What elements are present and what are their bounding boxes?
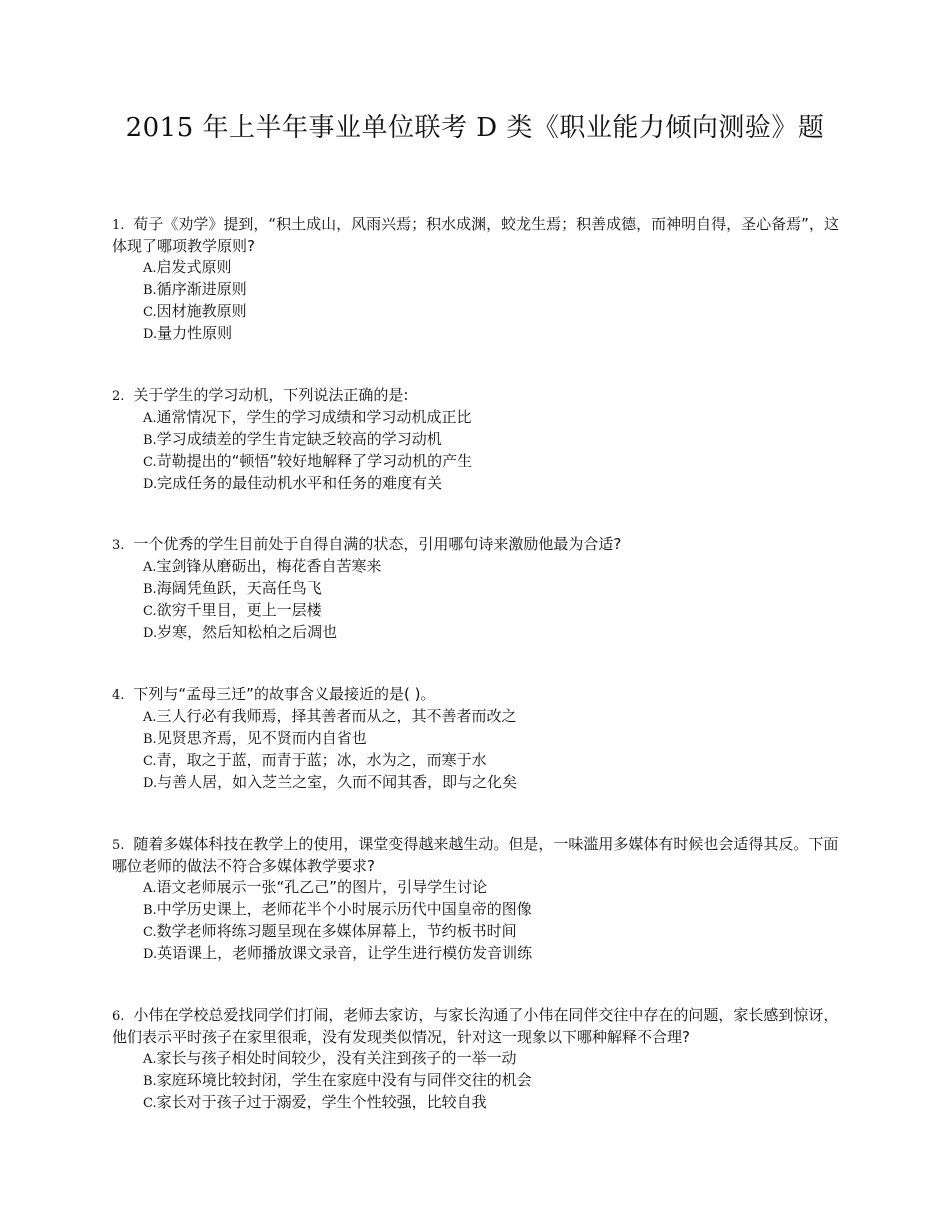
question-number: 3. <box>112 538 125 553</box>
option-d <box>143 943 842 965</box>
option-b <box>143 578 842 600</box>
option-list <box>143 556 842 644</box>
option-text: 岁寒，然后知松柏之后凋也 <box>157 623 338 641</box>
question-stem <box>112 385 842 407</box>
option-text: 家长与孩子相处时间较少，没有关注到孩子的一举一动 <box>156 1049 517 1067</box>
option-list <box>143 407 842 495</box>
option-text: 与善人居，如入芝兰之室，久而不闻其香，即与之化矣 <box>157 773 518 791</box>
question-stem <box>112 534 842 556</box>
question-text: 下列与“孟母三迁”的故事含义最接近的是( )。 <box>133 685 436 703</box>
option-list <box>143 257 842 345</box>
option-letter: A. <box>143 411 157 426</box>
option-a <box>143 706 842 728</box>
option-a <box>143 257 842 279</box>
option-letter: A. <box>143 261 157 276</box>
option-letter: D. <box>143 947 158 962</box>
option-letter: B. <box>143 433 157 448</box>
option-text: 家庭环境比较封闭，学生在家庭中没有与同伴交往的机会 <box>156 1071 532 1089</box>
option-text: 量力性原则 <box>157 324 233 342</box>
question-number: 6. <box>112 1009 125 1024</box>
option-letter: B. <box>143 732 157 747</box>
option-letter: A. <box>143 710 157 725</box>
question-list <box>112 214 842 1114</box>
option-text: 三人行必有我师焉，择其善者而从之，其不善者而改之 <box>156 707 517 725</box>
option-c <box>143 921 842 943</box>
question-stem <box>112 684 842 706</box>
page-title: 2015 年上半年事业单位联考 D 类《职业能力倾向测验》题 <box>125 113 825 143</box>
option-letter: B. <box>143 582 157 597</box>
question-stem <box>112 214 842 257</box>
option-letter: C. <box>143 925 157 940</box>
option-text: 见贤思齐焉，见不贤而内自省也 <box>156 729 367 747</box>
option-a <box>143 407 842 429</box>
question-1 <box>112 214 842 385</box>
option-text: 中学历史课上，老师花半个小时展示历代中国皇帝的图像 <box>156 900 532 918</box>
option-a <box>143 1048 842 1070</box>
option-letter: A. <box>143 560 157 575</box>
option-a <box>143 877 842 899</box>
question-text: 小伟在学校总爱找同学们打闹，老师去家访，与家长沟通了小伟在同伴交往中存在的问题，家长感到惊讶，他们表示平时孩子在家里很乖，没有发现类似情况，针对这一现象以下哪种解释不合理? <box>112 1006 839 1046</box>
question-number: 4. <box>112 688 125 703</box>
option-letter: D. <box>143 327 158 342</box>
option-text: 家长对于孩子过于溺爱，学生个性较强，比较自我 <box>156 1093 487 1111</box>
question-text: 一个优秀的学生目前处于自得自满的状态，引用哪句诗来激励他最为合适? <box>133 535 622 553</box>
question-text: 荀子《劝学》提到，“积土成山，风雨兴焉；积水成渊，蛟龙生焉；积善成德，而神明自得，圣心备焉”，这体现了哪项教学原则? <box>112 215 839 255</box>
option-letter: A. <box>143 881 157 896</box>
option-text: 循序渐进原则 <box>156 280 247 298</box>
option-text: 英语课上，老师播放课文录音，让学生进行模仿发音训练 <box>157 944 533 962</box>
option-c <box>143 301 842 323</box>
option-b <box>143 279 842 301</box>
option-letter: D. <box>143 776 158 791</box>
question-number: 2. <box>112 389 125 404</box>
question-stem <box>112 834 842 877</box>
option-text: 语文老师展示一张“孔乙己”的图片，引导学生讨论 <box>156 878 488 896</box>
option-a <box>143 556 842 578</box>
question-3 <box>112 534 842 684</box>
question-5 <box>112 834 842 1005</box>
option-letter: C. <box>143 754 157 769</box>
option-letter: B. <box>143 1074 157 1089</box>
option-letter: C. <box>143 604 157 619</box>
option-d <box>143 323 842 345</box>
option-list <box>143 877 842 965</box>
option-text: 数学老师将练习题呈现在多媒体屏幕上，节约板书时间 <box>156 922 517 940</box>
question-4 <box>112 684 842 834</box>
option-letter: C. <box>143 305 157 320</box>
option-text: 启发式原则 <box>156 258 232 276</box>
option-letter: A. <box>143 1052 157 1067</box>
option-c <box>143 600 842 622</box>
question-2 <box>112 385 842 534</box>
option-b <box>143 429 842 451</box>
option-letter: B. <box>143 283 157 298</box>
option-text: 通常情况下，学生的学习成绩和学习动机成正比 <box>156 408 472 426</box>
option-c <box>143 1092 842 1114</box>
option-letter: B. <box>143 903 157 918</box>
question-number: 1. <box>112 218 125 233</box>
option-text: 苛勒提出的“顿悟”较好地解释了学习动机的产生 <box>156 452 473 470</box>
option-text: 因材施教原则 <box>156 302 247 320</box>
option-text: 欲穷千里目，更上一层楼 <box>156 601 322 619</box>
option-b <box>143 1070 842 1092</box>
question-stem <box>112 1005 842 1048</box>
option-text: 青，取之于蓝，而青于蓝；冰，水为之，而寒于水 <box>156 751 487 769</box>
question-text: 随着多媒体科技在教学上的使用，课堂变得越来越生动。但是，一味滥用多媒体有时候也会适得其反。下面哪位老师的做法不符合多媒体教学要求? <box>112 835 839 875</box>
option-text: 宝剑锋从磨砺出，梅花香自苦寒来 <box>156 557 382 575</box>
option-letter: C. <box>143 1096 157 1111</box>
option-text: 海阔凭鱼跃，天高任鸟飞 <box>156 579 322 597</box>
option-c <box>143 451 842 473</box>
question-6 <box>112 1005 842 1114</box>
question-text: 关于学生的学习动机，下列说法正确的是: <box>133 386 409 404</box>
option-d <box>143 622 842 644</box>
question-number: 5. <box>112 838 125 853</box>
option-d <box>143 772 842 794</box>
option-b <box>143 899 842 921</box>
option-letter: D. <box>143 626 158 641</box>
option-letter: D. <box>143 477 158 492</box>
option-c <box>143 750 842 772</box>
option-list <box>143 706 842 794</box>
option-list <box>143 1048 842 1114</box>
option-d <box>143 473 842 495</box>
option-text: 完成任务的最佳动机水平和任务的难度有关 <box>157 474 443 492</box>
option-text: 学习成绩差的学生肯定缺乏较高的学习动机 <box>156 430 442 448</box>
option-letter: C. <box>143 455 157 470</box>
option-b <box>143 728 842 750</box>
